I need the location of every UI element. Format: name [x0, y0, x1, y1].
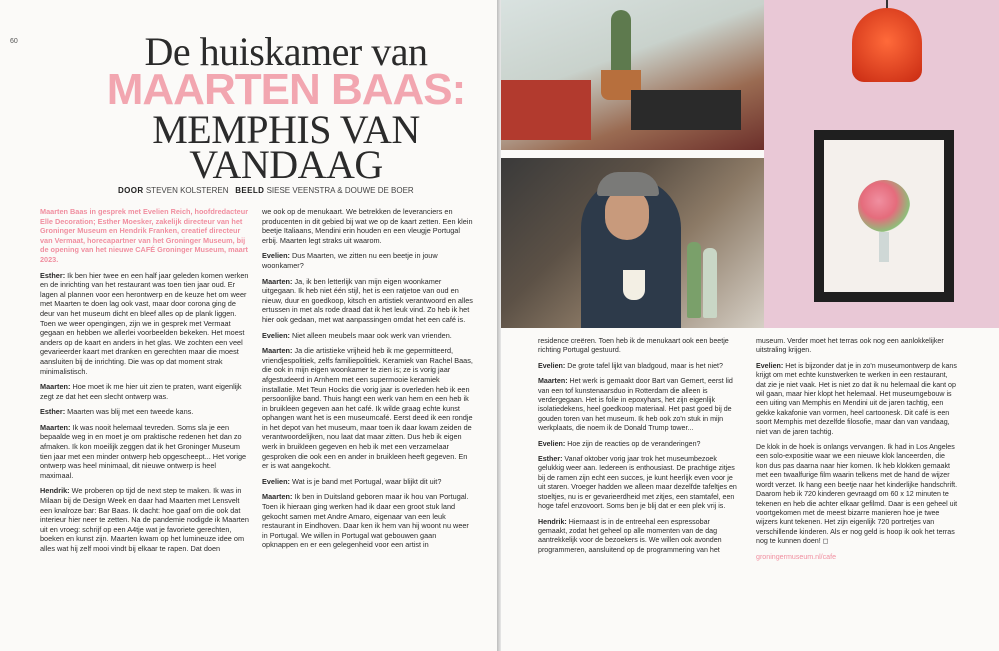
paragraph-text: Ik was nooit helemaal tevreden. Soms sla je een bepaalde weg in en moet je om praktische redenen het dan zo afmaken. Ik kon moeilijk zeggen dat ik het Groninger Museum tien jaar met een minder ontwerp heb opgescheept... Het vorige ontwerp was heel minimaal, dit nieuwe ontwerp is heel maximaal. — [40, 422, 247, 480]
paragraph-text: Het werk is gemaakt door Bart van Gemert, eerst lid van een tof kunstenaarsduo in Rotterdam die alleen is verdergegaan. Het is folie in epoxyhars, het zijn eigenlijk isolatiedekens, heel goedkoop materiaal. Het past goed bij de gouden toren van het museum. Ik heb ook zo'n stuk in mijn werkplaats, die noem ik de Donald Trump tower... — [538, 377, 733, 433]
paragraph-text: Maarten was blij met een tweede kans. — [65, 407, 194, 417]
photo-vase-shape — [879, 232, 889, 262]
speaker-name: Evelien: — [756, 361, 784, 370]
column-4-paragraphs — [756, 337, 958, 547]
speaker-name: Maarten: — [538, 377, 568, 386]
paragraph — [538, 440, 738, 449]
headline — [86, 29, 486, 188]
paragraph — [40, 271, 250, 377]
paragraph-text: Hoe moet ik me hier uit zien te praten, want eigenlijk zegt ze dat het een slecht ontwerp was. — [40, 382, 242, 401]
photo-cafe-interior — [501, 0, 769, 150]
speaker-name: Maarten: — [262, 276, 293, 286]
paragraph — [262, 251, 474, 270]
byline-beeld-name: SIESE VEENSTRA & DOUWE DE BOER — [266, 186, 414, 195]
photo-pink-wall-artwork — [764, 0, 999, 328]
text-column-1 — [40, 207, 250, 560]
paragraph-text: Hoe zijn de reacties op de veranderingen? — [565, 439, 701, 448]
photo-framed-artwork — [814, 130, 954, 302]
paragraph — [756, 443, 958, 546]
paragraph-text: Wat is je band met Portugal, waar blijkt dit uit? — [289, 476, 442, 486]
speaker-name: Esther: — [40, 407, 66, 417]
paragraph — [40, 382, 250, 401]
paragraph-text: we ook op de menukaart. We betrekken de leveranciers en producenten in dit gebied bij wat we op de kaart zetten. Een klein beetje Italiaans, Mendini erin houden en een vleugje Portugal erbij. Maarten legt straks uit waarom. — [262, 207, 473, 245]
paragraph-text: Dus Maarten, we zitten nu een beetje in jouw woonkamer? — [262, 251, 438, 270]
byline — [118, 186, 414, 195]
paragraph — [262, 477, 474, 487]
page-number: 60 — [10, 38, 18, 45]
photo-table-shape — [631, 90, 741, 130]
paragraph-text: De grote tafel lijkt van bladgoud, maar is het niet? — [565, 361, 723, 370]
photo-sofa-shape — [501, 80, 591, 140]
paragraph — [262, 331, 474, 341]
paragraph — [538, 337, 738, 356]
speaker-name: Maarten: — [262, 492, 293, 502]
website-link[interactable]: groningermuseum.nl/cafe — [756, 552, 837, 561]
headline-line-3: MEMPHIS VAN VANDAAG — [152, 106, 420, 188]
paragraph — [262, 207, 474, 245]
paragraph-text: Ik ben in Duitsland geboren maar ik hou van Portugal. Toen ik hieraan ging werken had ik daar een groot stuk land gekocht samen met Andre Amaro, eigenaar van een leuk restaurant in Eindhoven. Daar ken ik hem van hij woont nu weer in Portugal. We willen in Portugal wat gebouwen gaan opknappen en er een gelegenheid voor een artist in — [262, 492, 469, 550]
text-column-3 — [538, 337, 738, 561]
photo-maarten-baas — [501, 158, 769, 328]
left-page — [0, 0, 497, 651]
paragraph-text: Vanaf oktober vorig jaar trok het museumbezoek gelukkig weer aan. Iedereen is enthousiast. De prachtige zitjes bij de ramen zijn echt een succes, je kunt heerlijk even voor je uit staren. Vroeger hadden we alleen maar dezelfde tafeltjes en stoeltjes, nu is er gevarieerdheid met zitjes, een stamtafel, een hoge tafel enzovoort. Soms ben je blij dat er een plek vrij is. — [538, 455, 737, 511]
speaker-name: Maarten: — [40, 382, 71, 392]
column-1-paragraphs — [40, 271, 250, 554]
column-3-paragraphs — [538, 337, 738, 555]
speaker-name: Evelien: — [538, 439, 566, 448]
text-column-4 — [756, 337, 958, 568]
speaker-name: Evelien: — [262, 251, 290, 261]
photo-red-lamp-shape — [852, 8, 922, 82]
paragraph-text: Hiernaast is in de entreehal een espressobar gemaakt, zodat het geheel op alle momenten van de dag aantrekkelijk voor de bezoekers is. We willen ook avonden programmeren, aansluitend op de programmering van het — [538, 517, 722, 554]
speaker-name: Maarten: — [40, 422, 71, 432]
paragraph-text: Niet alleen meubels maar ook werk van vrienden. — [289, 330, 452, 340]
paragraph — [262, 277, 474, 325]
speaker-name: Evelien: — [262, 476, 290, 486]
headline-line-2: MAARTEN BAAS: — [106, 65, 466, 115]
paragraph — [40, 407, 250, 417]
paragraph — [756, 362, 958, 437]
speaker-name: Hendrik: — [40, 486, 70, 496]
paragraph-text: We proberen op tijd de next step te maken. Ik was in Milaan bij de Design Week en daar had Maarten met Lensvelt een knalroze bar: Bar Baas. Ik dacht: hoe gaaf om die ook dat interieur hier neer te zetten. Na de pandemie nodigde ik Maarten uit en vroeg: schrijf op een A4tje wat je favoriete gerechten, boeken en kunst zijn. Maarten kwam op het lumineuze idee om alles wat hij zelf mooi vindt bij elkaar te rapen. Dat doen — [40, 486, 249, 553]
paragraph — [262, 492, 474, 550]
photo-wine-glass-shape — [623, 270, 645, 300]
paragraph — [538, 518, 738, 556]
paragraph — [40, 486, 250, 553]
paragraph-text: Ja die artistieke vrijheid heb ik me gepermitteerd, vriendjespolitiek, zelfs familiepolitiek. Keramiek van Rachel Baas, die ook in mijn eigen woonkamer te zien is; ze is vorig jaar afgestudeerd in Arnhem met een supermooie keramiek installatie. Met Teun Hocks die vorig jaar is overleden heb ik een persoonlijke band. Thuis hangt een werk van hem en een heb ik in bruikleen gegeven aan het café. Ik wilde graag echte kunst ophangen want het is een museumcafé. Eerst deed ik een rondje in het depot van het museum, maar toen ik daar kwam zeiden de verantwoordelijken, nou laat dat maar zitten. Dus heb ik eigen werk in bruikleen gegeven en heb ik met een verzamelaar gesproken die ook een en ander in bruikleen heeft gegeven. En er is wat aangekocht. — [262, 346, 473, 471]
photo-flower-shape — [858, 180, 910, 232]
photo-bottle-shape — [687, 242, 701, 318]
speaker-name: Maarten: — [262, 346, 293, 356]
photo-artwork-canvas — [824, 140, 944, 292]
paragraph — [538, 377, 738, 433]
headline-line-1: De huiskamer van — [144, 29, 428, 74]
speaker-name: Esther: — [538, 455, 563, 464]
photo-hat-shape — [597, 172, 659, 196]
paragraph-text: residence creëren. Toen heb ik de menukaart ook een beetje richting Portugal gestuurd. — [538, 337, 729, 355]
byline-door-name: STEVEN KOLSTEREN — [145, 186, 229, 195]
column-2-paragraphs — [262, 207, 474, 550]
speaker-name: Esther: — [40, 270, 66, 280]
paragraph — [538, 455, 738, 511]
byline-door-label: DOOR — [118, 186, 144, 195]
paragraph-text: museum. Verder moet het terras ook nog een aanlokkelijker uitstraling krijgen. — [756, 337, 944, 355]
speaker-name: Evelien: — [538, 361, 566, 370]
byline-beeld-label: BEELD — [235, 186, 265, 195]
paragraph-text: Ik ben hier twee en een half jaar geleden komen werken en de inrichting van het restaurant was toen tien jaar oud. Er lagen al plannen voor een herontwerp en de keuze het om weer met Maarten te doen lag ook vast, maar door corona ging de deur van het museum dicht en bleef alles op de plank liggen. Toen we weer opengingen, zijn we in gesprek met Vermaat gegaan en hebben we allerlei voorbeelden bekeken. Het moest anders op de kaart en anders in het glas. We zochten een veel gevarieerder kaart met dranken en gerechten maar die moest aansluiten bij de inrichting. Die was op dat moment strak minimalistisch. — [40, 270, 249, 376]
paragraph-text: De klok in de hoek is onlangs vervangen. Ik had in Los Angeles een solo-expositie waar we een nieuwe klok lanceerden, die kon dus pas daarna naar hier komen. Ik heb klokken gemaakt met een twaalfurige film waarin telkens met de hand de wijzer wordt verzet. Ik hang een beetje naar het kinderlijke handschrift. Daarom heb ik 720 kinderen gevraagd om 60 x 12 minuten te tekenen en heb die achter elkaar gefilmd. Daar is een geheel uit voortgekomen met de meest bizarre manieren hoe je twee wijzers kunt tekenen. Het zijn eigenlijk 720 portretjes van verschillende kinderen. Als er nog geld is hoop ik ook het terras nog te kunnen doen! ◻ — [756, 443, 958, 546]
paragraph-text: Het is bijzonder dat je in zo'n museumontwerp de kans krijgt om met echte kunstwerken te werken in een restaurant, dat zie je niet vaak. Het is niet zo dat ik nu helemaal die kant op wil gaan, maar hier klopt het helemaal. Het museumgebouw is een uiting van Memphis en Mendini uit de jaren tachtig, een gekke kakafonie van vormen, heel cartoonesk. Dit café is een soort Memphis met dezelfde filosofie, maar dan van vandaag, niet van de jaren tachtig. — [756, 361, 957, 436]
paragraph — [262, 346, 474, 471]
paragraph — [538, 362, 738, 371]
paragraph-text: Ja, ik ben letterlijk van mijn eigen woonkamer uitgegaan. Ik heb niet één stijl, het is een ratjetoe van oud en nieuw, duur en goedkoop, kitsch en artistiek verantwoord en alles ertussen in met als rode draad dat ik het leuk vind. Zo heb ik het hier ook gedaan, met wat aanpassingen omdat het een café is. — [262, 276, 473, 324]
paragraph — [756, 337, 958, 356]
speaker-name: Evelien: — [262, 330, 290, 340]
text-column-2 — [262, 207, 474, 556]
intro-paragraph: Maarten Baas in gesprek met Evelien Reich, hoofdredacteur Elle Decoration; Esther Moesker, zakelijk directeur van het Groninger Museum en Hendrik Franken, creatief directeur van Vermaat, horecapartner van het Groninger Museum, bij de opening van het nieuwe CAFÉ Groninger Museum, maart 2023. — [40, 207, 249, 264]
speaker-name: Hendrik: — [538, 517, 567, 526]
photo-bottle-shape-2 — [703, 248, 717, 318]
paragraph — [40, 423, 250, 481]
